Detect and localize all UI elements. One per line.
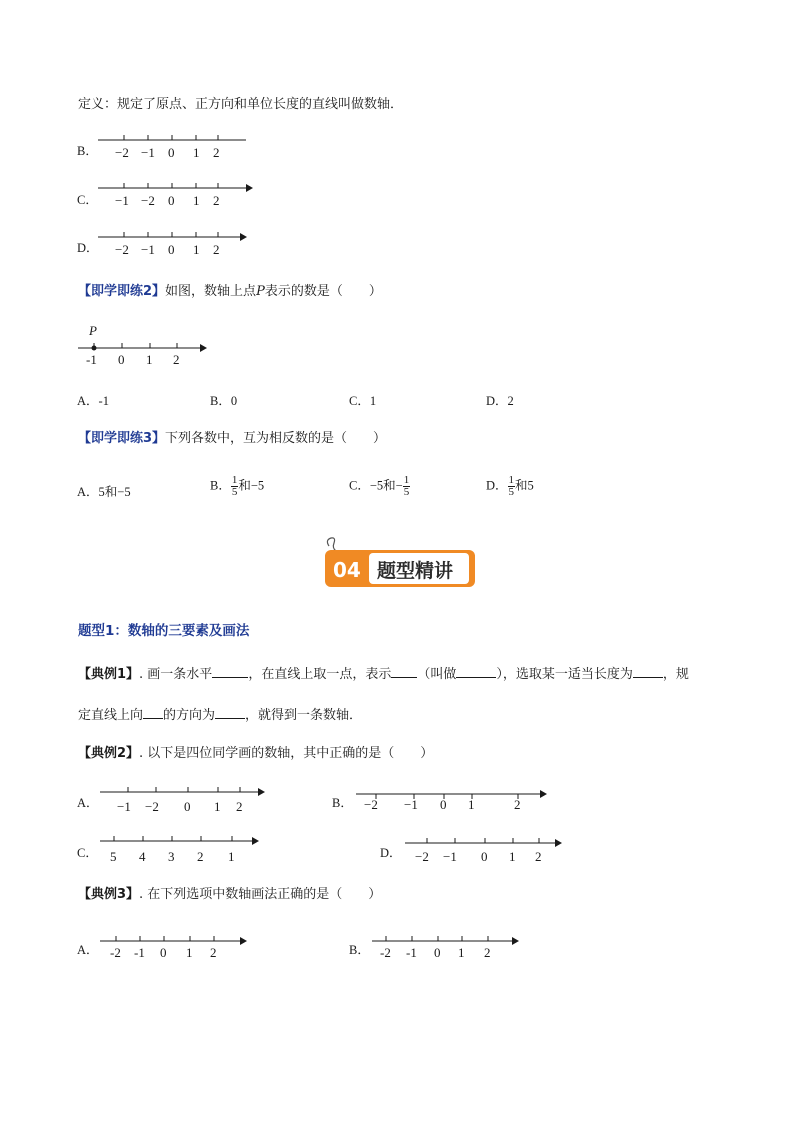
tick-label: 2 — [236, 799, 243, 814]
tick-label: 2 — [197, 849, 204, 864]
tick-label: -2 — [110, 945, 121, 960]
ex2-option-b-label: B． — [332, 796, 353, 810]
ex2-option-c-label: C． — [77, 846, 98, 860]
fraction — [508, 475, 516, 498]
tick-label: 0 — [184, 799, 191, 814]
tick-label: −2 — [145, 799, 159, 814]
ex3-text: . 在下列选项中数轴画法正确的是（ ） — [139, 887, 382, 902]
option-suffix: 和−5 — [238, 478, 265, 493]
tick-label: 0 — [440, 797, 447, 812]
q1-option-b-label: B． — [77, 144, 98, 158]
q2-option-d[interactable]: D．2 — [486, 394, 514, 408]
q2-question — [78, 284, 382, 300]
q2-tag: 【即学即练2】 — [78, 284, 166, 299]
ex3-option-b-numberline — [372, 936, 522, 966]
tick-label: 0 — [481, 849, 488, 864]
q3-option-c[interactable] — [349, 475, 410, 498]
ex3-option-a-label: A． — [77, 943, 99, 957]
tick-label: −2 — [141, 193, 155, 208]
numerator: 1 — [508, 474, 515, 486]
tick-label: 2 — [213, 145, 220, 160]
tick-label: 2 — [213, 193, 220, 208]
tick-label: 0 — [160, 945, 167, 960]
tick-label: 0 — [434, 945, 441, 960]
swirl-decoration — [327, 538, 336, 551]
ex1-text: 定直线上向 — [78, 708, 144, 723]
tick-label: 0 — [168, 242, 175, 257]
ex1-text: 的方向为 — [163, 708, 216, 723]
q2-option-b[interactable]: B．0 — [210, 394, 238, 408]
ex3-option-a-numberline — [100, 936, 250, 966]
q2-option-a[interactable]: A．-1 — [77, 394, 109, 408]
tick-label: 1 — [468, 797, 475, 812]
tick-label: 0 — [168, 145, 175, 160]
tick-label: −1 — [443, 849, 457, 864]
ex1-text: ，在直线上取一点，表示 — [248, 667, 392, 682]
tick-label: 2 — [535, 849, 542, 864]
tick-label: -1 — [134, 945, 145, 960]
q2-numberline — [78, 322, 218, 367]
tick-label: −2 — [364, 797, 378, 812]
tick-label: -2 — [380, 945, 391, 960]
q1-option-d-label: D． — [77, 241, 99, 255]
fraction — [403, 475, 411, 498]
ex1-text: ，规 — [662, 667, 689, 682]
fill-blank[interactable] — [456, 665, 496, 678]
tick-label: 0 — [168, 193, 175, 208]
ex2-option-c-numberline — [100, 836, 265, 866]
option-prefix: D． — [486, 478, 508, 493]
ex1-text: ），选取某一适当长度为 — [496, 667, 633, 682]
section-banner — [325, 550, 475, 587]
ex2-text: . 以下是四位同学画的数轴，其中正确的是（ ） — [139, 746, 434, 761]
ex2-option-a-numberline — [100, 787, 270, 817]
tick-label: −1 — [141, 242, 155, 257]
tick-label: 0 — [118, 352, 125, 367]
numerator: 1 — [403, 474, 410, 486]
ex1-line2 — [78, 706, 362, 724]
tick-label: 1 — [193, 242, 200, 257]
tick-label: 2 — [173, 352, 180, 367]
tick-label: −2 — [115, 145, 129, 160]
ex2-question — [78, 746, 433, 762]
tick-label: 2 — [213, 242, 220, 257]
tick-label: 1 — [509, 849, 516, 864]
ex2-option-d-numberline — [405, 838, 570, 868]
ex3-tag: 【典例3】 — [78, 887, 140, 902]
tick-label: 2 — [210, 945, 217, 960]
denominator: 5 — [403, 486, 410, 498]
tick-label: 3 — [168, 849, 175, 864]
tick-label: 1 — [214, 799, 221, 814]
fill-blank[interactable] — [212, 665, 248, 678]
tick-label: 1 — [146, 352, 153, 367]
tick-label: 2 — [514, 797, 521, 812]
tick-label: −2 — [115, 242, 129, 257]
denominator: 5 — [231, 486, 238, 498]
q3-text: 下列各数中，互为相反数的是（ ） — [165, 431, 387, 446]
tick-label: 1 — [193, 145, 200, 160]
tick-label: −1 — [115, 193, 129, 208]
fill-blank[interactable] — [143, 706, 163, 719]
definition-text: 定义：规定了原点、正方向和单位长度的直线叫做数轴． — [78, 97, 404, 112]
tick-label: −1 — [404, 797, 418, 812]
fill-blank[interactable] — [633, 665, 663, 678]
q3-option-b[interactable] — [210, 475, 264, 498]
ex1-line1 — [78, 665, 689, 683]
tick-label: 4 — [139, 849, 146, 864]
tick-label: 1 — [228, 849, 235, 864]
point-p-label: P — [89, 323, 97, 338]
tick-label: −2 — [415, 849, 429, 864]
tick-label: -1 — [86, 352, 97, 367]
ex1-text: （叫做 — [417, 667, 457, 682]
tick-label: −1 — [141, 145, 155, 160]
q3-question — [78, 431, 386, 447]
ex1-text: . 画一条水平 — [139, 667, 213, 682]
tick-label: 1 — [193, 193, 200, 208]
q1-option-d-numberline — [98, 232, 253, 262]
q2-text: 如图，数轴上点 — [165, 284, 257, 299]
option-prefix: B． — [210, 478, 231, 493]
fill-blank[interactable] — [215, 706, 245, 719]
q2-text2: 表示的数是（ ） — [264, 284, 382, 299]
ex2-tag: 【典例2】 — [78, 746, 140, 761]
ex2-option-a-label: A． — [77, 796, 99, 810]
q2-option-c[interactable]: C．1 — [349, 394, 377, 408]
option-suffix: 和5 — [515, 478, 534, 493]
ex1-text: ，就得到一条数轴． — [245, 708, 363, 723]
numerator: 1 — [231, 474, 238, 486]
q3-option-a[interactable]: A．5和−5 — [77, 485, 131, 499]
q2-var: P — [256, 284, 265, 299]
q1-option-b-numberline — [98, 135, 248, 165]
tick-label: -1 — [406, 945, 417, 960]
q3-option-d[interactable] — [486, 475, 534, 498]
ex3-question — [78, 887, 381, 903]
tick-label: 5 — [110, 849, 117, 864]
topic1-heading: 题型1：数轴的三要素及画法 — [78, 623, 250, 639]
ex2-option-d-label: D． — [380, 846, 402, 860]
point-p-dot — [92, 346, 97, 351]
q1-option-c-numberline — [98, 183, 258, 213]
denominator: 5 — [508, 486, 515, 498]
q1-option-c-label: C． — [77, 193, 98, 207]
section-number: 04 — [333, 558, 361, 582]
q3-tag: 【即学即练3】 — [78, 431, 166, 446]
ex1-tag: 【典例1】 — [78, 667, 140, 682]
tick-label: −1 — [117, 799, 131, 814]
tick-label: 1 — [458, 945, 465, 960]
fill-blank[interactable] — [391, 665, 417, 678]
tick-label: 2 — [484, 945, 491, 960]
option-prefix: C．−5和− — [349, 478, 403, 493]
section-title: 题型精讲 — [377, 560, 454, 582]
ex3-option-b-label: B． — [349, 943, 370, 957]
ex2-option-b-numberline — [356, 789, 551, 819]
tick-label: 1 — [186, 945, 193, 960]
